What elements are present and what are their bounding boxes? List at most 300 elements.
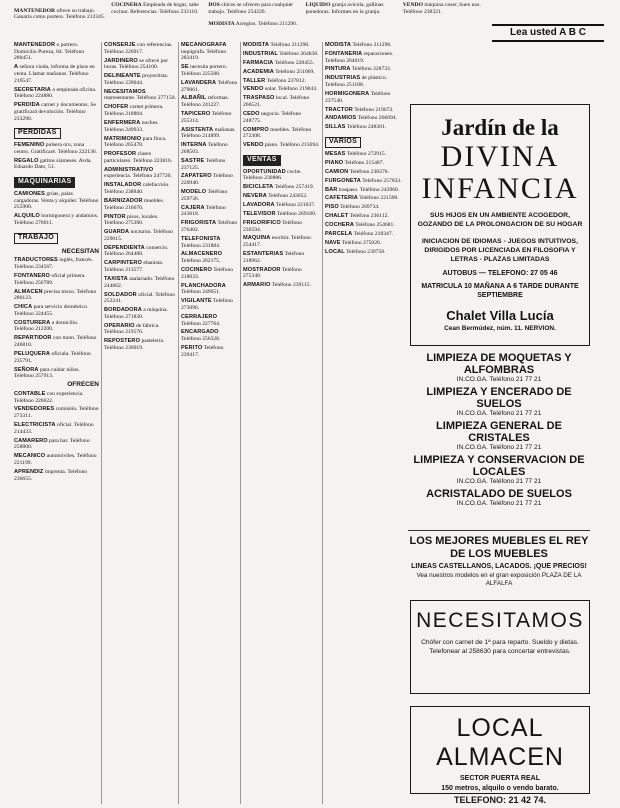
classified-ad xyxy=(181,314,238,327)
ad-jardin-matricula: MATRICULA 10 MAÑANA A 6 TARDE DURANTE SEPTIEMBRE xyxy=(421,283,579,299)
classified-ad xyxy=(181,95,238,108)
column-divider xyxy=(240,42,241,804)
classified-ad-head: COCHERA xyxy=(325,222,354,229)
classified-ad-text: oficial. Teléfono 214433. xyxy=(14,422,94,435)
classified-ad-head: ADMINISTRATIVO xyxy=(104,166,154,173)
muebles-address: Vea nuestros modelos en el gran exposición PLAZA DE LA ALFALFA xyxy=(416,572,582,587)
classified-ad xyxy=(325,249,403,256)
classified-ad-head: VENDEDORES xyxy=(14,406,55,413)
classified-ad-head: PARCELA xyxy=(325,230,353,237)
classified-ad-text: Teléfono 266094. xyxy=(357,115,397,122)
classified-ad-head: CONTABLE xyxy=(14,390,46,397)
classified-ad-head: NECESITAMOS xyxy=(104,88,146,95)
subsection-necesitan: NECESITAN xyxy=(61,247,99,255)
classified-ad-head: FONTANERIA xyxy=(325,50,363,57)
classified-ad-text: proyectista. Teléfono 239044. xyxy=(104,73,169,86)
classified-ad xyxy=(208,21,299,28)
classified-ad-text: Teléfono 257833. xyxy=(362,177,402,184)
classified-ad xyxy=(403,2,494,15)
ad-limpieza-incoga xyxy=(410,352,588,507)
classified-ad xyxy=(325,66,403,73)
col1-part-d xyxy=(14,257,99,380)
classified-ad-text: a domicilio. Teléfono 212200. xyxy=(14,319,79,333)
classified-ad-text: comercio. Teléfono 264488. xyxy=(104,244,169,258)
classified-ad-head: NEVERA xyxy=(243,193,267,200)
classified-ad xyxy=(14,304,99,317)
classified-ad xyxy=(325,187,403,194)
classified-ad-text: Teléfono 218347. xyxy=(353,230,394,237)
classified-ad-head: MECANOGRAFA xyxy=(181,42,227,48)
classified-ad-text: o empleada oficina. Teléfono 224880. xyxy=(14,86,97,100)
classified-ad xyxy=(14,213,99,226)
limpieza-item xyxy=(410,420,588,451)
limpieza-title: LIMPIEZA GENERAL DE CRISTALES xyxy=(436,420,562,444)
classified-column-2 xyxy=(104,42,176,804)
classified-ad-head: TELEVISOR xyxy=(243,210,276,217)
classified-ad xyxy=(325,213,403,220)
column-divider xyxy=(178,42,179,804)
classified-ad-head: TRADUCTORES xyxy=(14,257,58,264)
classified-ad-head: PELUQUERA xyxy=(14,350,51,357)
classified-ad xyxy=(181,173,238,186)
classified-ad-head: LAVADORA xyxy=(243,202,275,209)
classified-ad-head: TELEFONISTA xyxy=(181,235,221,242)
limpieza-sub: IN.CO.GA. Teléfono 21 77 21 xyxy=(456,410,542,417)
classified-ad-head: NAVE xyxy=(325,239,341,246)
classified-ad-text: experiencia. Teléfono 247720. xyxy=(104,173,172,180)
classified-ad-text: Teléfono 255314. xyxy=(181,111,232,124)
col5-part-b xyxy=(325,151,403,256)
classified-ad-text: se ofrece por horas. Teléfono 254100. xyxy=(104,57,169,71)
col1-part-a xyxy=(14,42,99,122)
classified-ad xyxy=(325,178,403,185)
classified-ad xyxy=(14,158,99,171)
classified-ad-head: FEMENINO xyxy=(14,142,45,149)
classified-ad xyxy=(243,111,320,124)
classified-ad-head: INTERNA xyxy=(181,142,207,149)
classified-ad xyxy=(243,235,320,248)
classified-column-5 xyxy=(325,42,403,804)
classified-ad-head: ACADEMIA xyxy=(243,68,274,75)
classified-ad-text: Teléfono 211296. xyxy=(270,42,310,48)
classified-ad-head: MOSTRADOR xyxy=(243,266,281,273)
classified-ad-head: PIANO xyxy=(325,159,344,166)
classified-ad-text: carnet primera. Teléfono 218804. xyxy=(104,104,164,118)
classified-ad xyxy=(181,111,238,124)
classified-ad-head: VENDO xyxy=(402,2,423,8)
classified-ad-head: ALMACEN xyxy=(14,288,43,295)
classified-ad xyxy=(104,136,176,149)
classified-ad-head: PERITO xyxy=(181,344,203,351)
top-strip xyxy=(14,2,604,40)
classified-ad xyxy=(104,214,176,227)
section-maquinarias: MAQUINARIAS xyxy=(14,177,75,188)
classified-ad-head: COCINERA xyxy=(111,2,142,8)
classified-ad xyxy=(325,204,403,211)
classified-ad-text: Teléfono 259736. xyxy=(181,189,228,202)
classified-ad-head: SILLAS xyxy=(325,124,346,131)
classified-ad xyxy=(181,251,238,264)
classified-ad-head: PROFESOR xyxy=(104,151,137,158)
classified-ad-text: Teléfono 276402. xyxy=(181,220,238,233)
ad-jardin-line3: INFANCIA xyxy=(421,172,579,205)
classified-ad-head: COCINERO xyxy=(181,267,212,274)
classified-ad-text: señora viuda, informa de pisos en venta. Llamar mañanas. Teléfono 216547. xyxy=(14,64,95,84)
classified-ad-text: Teléfono 249651. xyxy=(181,289,221,296)
col1-part-c xyxy=(14,191,99,227)
classified-ad-head: CHALET xyxy=(325,213,349,220)
classified-ad xyxy=(325,75,403,88)
classified-ad xyxy=(181,220,238,233)
classified-ad-head: PERDIDA xyxy=(14,102,40,109)
classified-ad-text: gatitos siameses. Avda. Eduardo Dato, 51. xyxy=(14,157,92,171)
classified-ad-head: REPOSTERO xyxy=(104,338,141,345)
classified-ad-text: Arreglos. Teléfono 211296. xyxy=(235,20,298,27)
classified-ad-text: muebles. Teléfono 272308. xyxy=(243,126,312,140)
ad-jardin-languages: INICIACION DE IDIOMAS - JUEGOS INTUITIVOS, DIRIGIDOS POR LICENCIADA EN FILOSOFIA Y LETRAS - PLAZAS LIMITADAS xyxy=(422,238,578,263)
ad-jardin-chalet: Chalet Villa Lucía xyxy=(446,308,554,323)
classified-ad xyxy=(181,329,238,342)
classified-ad-head: MATRIMONIO xyxy=(104,135,142,142)
classified-ad-text: negocio. Teléfono 248775. xyxy=(243,110,302,124)
classified-ad-head: CAMARERO xyxy=(14,437,48,444)
classified-ad-head: ARMARIO xyxy=(243,282,271,289)
necesitamos-title: NECESITAMOS xyxy=(416,609,584,632)
classified-ad xyxy=(104,120,176,133)
classified-ad xyxy=(325,42,403,49)
classified-ad-head: CAFETERIA xyxy=(325,195,358,202)
classified-ad-head: MODISTA xyxy=(243,42,270,48)
classified-ad-head: PINTURA xyxy=(325,66,351,73)
classified-ad-text: pulsera oro, zona centro. Gratificaré. Teléfono 222136. xyxy=(14,142,98,155)
classified-ad-text: Teléfono 211296. xyxy=(352,42,392,48)
classified-ad xyxy=(325,91,403,104)
classified-ad xyxy=(243,42,320,49)
classified-ad xyxy=(181,158,238,171)
classified-ad-text: Teléfono 228455. xyxy=(274,59,315,66)
col3-list xyxy=(181,42,238,358)
classified-ad xyxy=(243,60,320,67)
classified-ad-head: VIGILANTE xyxy=(181,298,212,305)
classified-ad xyxy=(243,211,320,218)
classified-ad-text: Teléfono 237812. xyxy=(266,77,306,84)
classified-ad xyxy=(14,351,99,364)
classified-ad-head: ASISTENTA xyxy=(181,126,214,133)
classified-ad xyxy=(325,51,403,64)
classified-ad-head: CAMIONES xyxy=(14,191,45,198)
classified-ad-head: BAR xyxy=(325,186,338,193)
classified-ad xyxy=(325,169,403,176)
classified-ad xyxy=(14,453,99,466)
section-ventas: VENTAS xyxy=(243,155,281,166)
classified-ad-text: Teléfono 272915. xyxy=(346,150,387,157)
classified-ad-text: Empleada de hogar, sabe cocinar. Referencias. Teléfono 233110. xyxy=(111,2,199,15)
classified-ad-head: ENFERMERA xyxy=(104,119,141,126)
ad-local-almacen xyxy=(410,706,590,805)
limpieza-sub: IN.CO.GA. Teléfono 21 77 21 xyxy=(456,376,542,383)
classified-ad xyxy=(104,167,176,180)
limpieza-title: LIMPIEZA Y CONSERVACION DE LOCALES xyxy=(413,454,585,478)
classified-ad-text: Teléfono 273096. xyxy=(181,298,233,311)
classified-ad-head: TAPICERO xyxy=(181,111,211,118)
classified-ad-text: oficiala. Teléfono 235791. xyxy=(14,350,91,364)
classified-ad xyxy=(14,191,99,211)
classified-ad xyxy=(104,307,176,320)
classified-ad-text: o portero. Domicilio Pureza, 84. Teléfono 280451. xyxy=(14,42,85,62)
classified-ad xyxy=(181,298,238,311)
classified-ad-head: TAXISTA xyxy=(104,275,128,282)
ad-jardin-divina-infancia xyxy=(410,104,590,346)
classified-ad xyxy=(104,260,176,273)
classified-ad-text: reparaciones. Teléfono 264019. xyxy=(325,50,394,64)
classified-ad-text: Teléfono 227764. xyxy=(181,320,221,327)
classified-ad xyxy=(243,69,320,76)
lea-usted-banner: Lea usted A B C xyxy=(492,24,604,42)
classified-ad xyxy=(104,198,176,211)
classified-ad xyxy=(14,273,99,286)
classified-ad-text: Teléfono 221637. xyxy=(275,202,316,209)
limpieza-item xyxy=(410,386,588,417)
classified-ad xyxy=(243,202,320,209)
classified-ad xyxy=(325,231,403,238)
column-divider xyxy=(101,42,102,804)
classified-ad-head: DEPENDIENTA xyxy=(104,244,145,251)
classified-ad-text: hormigonera y andamios. Teléfono 276011. xyxy=(14,213,99,227)
classified-ad xyxy=(104,104,176,117)
classified-ad-head: MAQUINA xyxy=(243,235,271,242)
classified-ad-head: REGALO xyxy=(14,157,39,164)
classified-ad-head: BARNIZADOR xyxy=(104,197,143,204)
classified-ad-text: pastelería. Teléfono 236019. xyxy=(104,338,165,351)
classified-ad-head: HORMIGONERA xyxy=(325,90,370,97)
column-divider xyxy=(322,42,323,804)
muebles-sub: LINEAS CASTELLANOS, LACADOS. ¡QUE PRECIOS! xyxy=(411,563,587,570)
classified-ad xyxy=(181,283,238,296)
classified-ad-text: para servicio doméstico. Teléfono 224455. xyxy=(14,304,89,317)
classified-ad-head: PISO xyxy=(325,204,339,211)
classified-ad-text: de plástico. Teléfono 251188. xyxy=(325,75,388,89)
classified-ad-text: Teléfono 219672. xyxy=(354,106,394,113)
classified-ad-head: INSTALADOR xyxy=(104,182,142,189)
classified-ad-text: clases particulares. Teléfono 223816. xyxy=(104,151,173,164)
classified-ad-head: GUARDA xyxy=(104,229,130,236)
classified-ad xyxy=(325,124,403,131)
limpieza-item xyxy=(410,488,588,507)
top-strip-list xyxy=(14,2,494,40)
classified-ad-text: Teléfono 237540. xyxy=(325,90,391,104)
classified-ad-head: ZAPATERO xyxy=(181,173,212,180)
classified-ad xyxy=(14,320,99,333)
classified-ad-text: imprenta. Teléfono 236655. xyxy=(14,468,88,482)
classified-ad-head: REPARTIDOR xyxy=(14,335,52,342)
classified-ad-text: taquígrafa. Teléfono 283419. xyxy=(181,48,227,62)
classified-ad-text: comisión. Teléfono 273311. xyxy=(14,406,99,420)
classified-ad xyxy=(325,222,403,229)
ad-jardin-line2: DIVINA xyxy=(440,140,560,173)
col2-list xyxy=(104,42,176,352)
classified-ad-head: DOS xyxy=(208,2,220,8)
classified-ad-text: Teléfono 231884. xyxy=(181,242,221,249)
classified-ad-text: mañanas. Teléfono 214899. xyxy=(181,126,236,140)
classified-ad-head: LAVANDERA xyxy=(181,79,217,86)
classified-ad xyxy=(104,276,176,289)
classified-ad-text: reformas. Teléfono 241227. xyxy=(181,95,229,109)
classified-ad-text: máquina coser, buen uso. Teléfono 238321. xyxy=(402,2,481,15)
classified-ad-head: BORDADORA xyxy=(104,307,142,314)
col1-part-b xyxy=(14,142,99,171)
classified-ad-text: precisa mozo. Teléfono 280123. xyxy=(14,288,97,302)
classified-ad-text: Teléfono 239115. xyxy=(271,282,311,289)
classified-ad-text: Teléfono 262175. xyxy=(181,258,221,265)
classified-ad-head: FARMACIA xyxy=(243,59,274,66)
ad-jardin-line1: Jardín de la xyxy=(441,115,559,140)
classified-ad-text: muebles. Teléfono 216670. xyxy=(104,197,165,211)
classified-ad xyxy=(181,267,238,280)
classified-ad xyxy=(14,391,99,404)
classified-ad xyxy=(14,469,99,482)
classified-ad xyxy=(243,193,320,200)
classified-ad xyxy=(104,182,176,195)
classified-ad-head: ELECTRICISTA xyxy=(14,422,56,429)
classified-ad-text: Teléfono 256328. xyxy=(181,336,221,343)
classified-ad xyxy=(104,229,176,242)
local-sub: SECTOR PUERTA REAL xyxy=(460,775,540,782)
classified-ad-head: TALLER xyxy=(243,77,266,84)
classified-ad-text: Teléfono 215487. xyxy=(344,159,384,166)
classified-ad-text: noches. Teléfono 249933. xyxy=(104,119,159,133)
classified-ad xyxy=(325,107,403,114)
classified-ad xyxy=(181,64,238,77)
classified-ad-head: VENDO xyxy=(243,86,264,93)
classified-ad xyxy=(181,42,238,62)
classified-ad-text: traspaso. Teléfono 243960. xyxy=(338,186,400,193)
classified-ad-text: a máquina. Teléfono 271830. xyxy=(104,307,168,320)
ad-necesitamos xyxy=(410,600,590,694)
classified-ad-text: Teléfono 228733. xyxy=(351,66,392,73)
classified-ad-head: SECRETARIA xyxy=(14,86,51,93)
classified-ad-text: inglés, francés. Teléfono 234567. xyxy=(14,257,94,271)
classified-ad-head: CAMION xyxy=(325,168,349,175)
classified-ad xyxy=(181,80,238,93)
classified-ad-head: TRASPASO xyxy=(243,95,275,102)
classified-ad-text: Teléfono 236594. xyxy=(243,219,302,233)
classified-ad-text: Teléfono 243618. xyxy=(181,204,226,218)
classified-ad-head: SOLDADOR xyxy=(104,291,137,298)
classified-ad xyxy=(243,184,320,191)
classified-ad-text: coche. Teléfono 230886. xyxy=(243,168,302,182)
limpieza-item xyxy=(410,454,588,485)
classified-ad-text: Teléfono 239417. xyxy=(181,344,224,358)
classified-ad-head: ESTANTERIAS xyxy=(243,251,284,258)
classified-ad-text: ofrece su trabajo. Ganaría como portero. Teléfono 212345. xyxy=(14,7,106,21)
classified-ad-head: APRENDIZ xyxy=(14,468,44,475)
section-varios: VARIOS xyxy=(325,137,361,148)
classified-ad xyxy=(243,86,320,93)
classified-ad xyxy=(104,89,176,102)
classified-ad xyxy=(14,8,105,21)
classified-ad xyxy=(14,102,99,122)
classified-ad xyxy=(14,42,99,62)
classified-ad xyxy=(14,406,99,419)
classified-ad-text: oficial primera. Teléfono 256789. xyxy=(14,272,86,286)
classified-ad-text: Teléfono 254681. xyxy=(355,222,395,229)
classified-ad-head: LIQUIDO xyxy=(305,2,331,8)
classified-ad xyxy=(111,2,202,15)
classified-ad xyxy=(325,195,403,202)
classified-ad-text: nocturno. Teléfono 229015. xyxy=(104,229,173,242)
classified-ad-text: Teléfono 275340. xyxy=(243,266,302,280)
classified-ad-head: ENCARGADO xyxy=(181,329,219,336)
classified-ad xyxy=(208,2,299,15)
classified-ad-head: OPORTUNIDAD xyxy=(243,168,286,175)
classified-ad-text: Teléfono 237125. xyxy=(181,157,226,171)
classified-ad-head: CARPINTERO xyxy=(104,260,142,267)
classified-ad-head: PINTOR xyxy=(104,213,126,220)
classified-ad xyxy=(243,267,320,280)
classified-ad xyxy=(181,127,238,140)
classified-ad xyxy=(243,220,320,233)
classified-ad xyxy=(104,292,176,305)
classified-ad-head: CHOFER xyxy=(104,104,129,111)
classified-ad-text: con referencias. Teléfono 226017. xyxy=(104,42,173,55)
classified-ad xyxy=(14,367,99,380)
classified-ad xyxy=(243,169,320,182)
local-phone: TELEFONO: 21 42 74. xyxy=(453,795,547,805)
limpieza-sub: IN.CO.GA. Teléfono 21 77 21 xyxy=(456,444,542,451)
classified-ad-head: DELINEANTE xyxy=(104,73,141,80)
classified-ad-text: Teléfono 221508. xyxy=(359,195,399,202)
limpieza-title: LIMPIEZA DE MOQUETAS Y ALFOMBRAS xyxy=(426,352,572,376)
col5-part-a xyxy=(325,42,403,131)
col4-part-b xyxy=(243,169,320,289)
classified-ad xyxy=(181,205,238,218)
classified-ad-text: oficial. Teléfono 252241. xyxy=(104,291,176,305)
classified-ad-head: INDUSTRIAS xyxy=(325,75,361,82)
classified-ad-text: Teléfono 269734. xyxy=(340,204,380,211)
classified-ad-head: MECANICO xyxy=(14,453,46,460)
classified-ad-text: local. Teléfono 266521. xyxy=(243,95,310,109)
classified-ad-head: MODELO xyxy=(181,189,207,196)
classified-ad-head: ANDAMIOS xyxy=(325,115,357,122)
classified-ad-text: piano. Teléfono 215694. xyxy=(264,142,320,149)
classified-ad-text: Teléfono 275026. xyxy=(341,239,382,246)
classified-ad-head: PLANCHADORA xyxy=(181,282,226,289)
classified-ad-head: MODISTA xyxy=(325,42,352,48)
classified-ad-head: COMPRO xyxy=(243,126,269,133)
limpieza-sub: IN.CO.GA. Teléfono 21 77 21 xyxy=(456,478,542,485)
classified-ad-head: ALBAÑIL xyxy=(181,95,207,102)
section-perdidas: PERDIDAS xyxy=(14,128,61,139)
ad-rey-muebles xyxy=(408,530,590,588)
classified-ad xyxy=(104,73,176,86)
classified-ad-head: FRIGORISTA xyxy=(181,220,217,227)
classified-column-4 xyxy=(243,42,320,804)
classified-ad-head: JARDINERO xyxy=(104,57,138,64)
classified-ad-text: ebanista. Teléfono 213577. xyxy=(104,260,164,274)
classified-ad xyxy=(104,245,176,258)
classified-ad xyxy=(325,160,403,167)
classified-ad-text: para cuidar niños. Teléfono 257913. xyxy=(14,366,80,380)
classified-ad-text: Teléfono 248301. xyxy=(346,124,387,131)
classified-ad-text: automóviles. Teléfono 221199. xyxy=(14,453,97,466)
classified-ad-text: calefacción. Teléfono 238840. xyxy=(104,182,170,196)
classified-ad-head: SASTRE xyxy=(181,157,205,164)
classified-ad-head: FRIGORIFICO xyxy=(243,219,281,226)
classified-ad-text: Teléfono 218033. xyxy=(181,267,234,280)
classified-ad-text: Teléfono 230276. xyxy=(349,168,389,175)
classified-ad-text: solar. Teléfono 219043. xyxy=(264,86,318,93)
classified-ad xyxy=(243,127,320,140)
